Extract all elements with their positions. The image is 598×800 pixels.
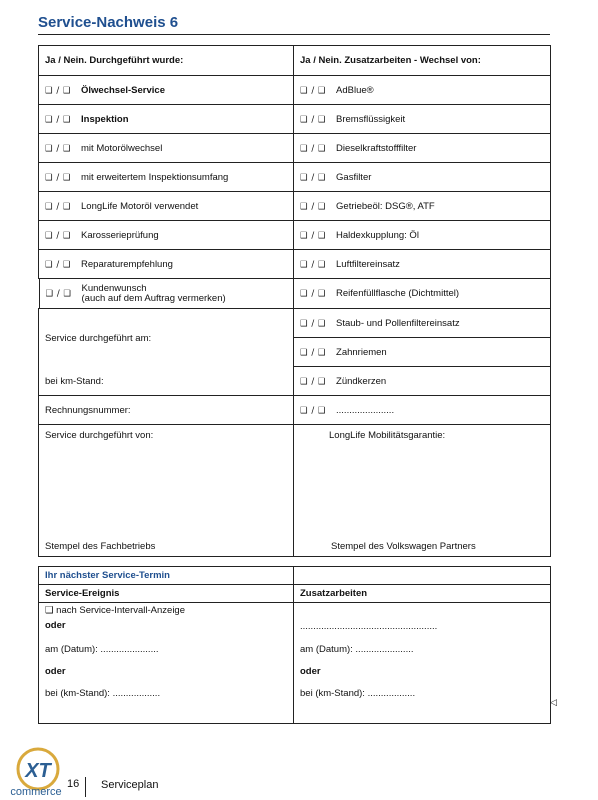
workshop-stamp-label: Stempel des Fachbetriebs (45, 541, 156, 552)
section-name: Serviceplan (101, 779, 159, 791)
checkbox-pair[interactable]: ❑ / ❑ (300, 172, 327, 183)
right-header: Ja / Nein. Zusatzarbeiten - Wechsel von: (294, 46, 551, 76)
additional-date-field[interactable]: am (Datum): ...................... (300, 644, 414, 655)
invoice-number-cell[interactable]: Rechnungsnummer: (39, 396, 294, 425)
checkbox-pair[interactable]: ❑ / ❑ (300, 259, 327, 270)
checkbox-pair[interactable]: ❑ / ❑ (45, 201, 72, 212)
item-zahnriemen[interactable]: ❑ / ❑ Zahnriemen (294, 338, 551, 367)
item-reifenfuellflasche[interactable]: ❑ / ❑ Reifenfüllflasche (Dichtmittel) (294, 279, 551, 309)
checkbox-pair[interactable]: ❑ / ❑ (300, 201, 327, 212)
continue-marker-icon: ◁ (550, 697, 557, 707)
checkbox-pair[interactable]: ❑ / ❑ (45, 172, 72, 183)
checkbox-pair[interactable]: ❑ / ❑ (300, 289, 327, 299)
logo-sub: commerce (10, 786, 62, 797)
item-kundenwunsch[interactable]: ❑ / ❑ Kundenwunsch (auch auf dem Auftrag vermerken) (39, 279, 294, 308)
item-haldex[interactable]: ❑ / ❑ Haldexkupplung: Öl (294, 221, 551, 250)
checkbox-pair[interactable]: ❑ / ❑ (300, 230, 327, 241)
checkbox-pair[interactable]: ❑ / ❑ (300, 114, 327, 125)
service-record-table (38, 45, 551, 557)
oder-label: oder (45, 666, 66, 677)
checkbox-pair[interactable]: ❑ / ❑ (45, 288, 72, 299)
checkbox-pair[interactable]: ❑ / ❑ (45, 85, 72, 96)
item-pollenfilter[interactable]: ❑ / ❑ Staub- und Pollenfiltereinsatz (294, 309, 551, 338)
item-reparatur[interactable]: ❑ / ❑ Reparaturempfehlung (39, 250, 294, 279)
partner-stamp-cell[interactable] (294, 425, 551, 557)
item-custom[interactable]: ❑ / ❑ ...................... (294, 396, 551, 425)
xtcommerce-logo (8, 745, 68, 797)
next-service-table (38, 566, 551, 724)
item-karosserie[interactable]: ❑ / ❑ Karosserieprüfung (39, 221, 294, 250)
item-erweitert[interactable]: ❑ / ❑ mit erweitertem Inspektionsumfang (39, 163, 294, 192)
interval-option[interactable]: ❑ nach Service-Intervall-Anzeige (45, 605, 185, 616)
left-header: Ja / Nein. Durchgeführt wurde: (39, 46, 294, 76)
checkbox-pair[interactable]: ❑ / ❑ (45, 143, 72, 154)
checkbox-pair[interactable]: ❑ / ❑ (300, 376, 327, 387)
additional-work-cell[interactable] (294, 603, 551, 724)
mobility-guarantee-label: LongLife Mobilitätsgarantie: (329, 430, 446, 441)
additional-km-field[interactable]: bei (km-Stand): .................. (300, 688, 416, 699)
checkbox-pair[interactable]: ❑ / ❑ (300, 143, 327, 154)
item-longlife[interactable]: ❑ / ❑ LongLife Motoröl verwendet (39, 192, 294, 221)
item-dieselfilter[interactable]: ❑ / ❑ Dieselkraftstofffilter (294, 134, 551, 163)
page-title: Service-Nachweis 6 (38, 14, 179, 31)
oder-label: oder (45, 620, 66, 631)
next-km-field[interactable]: bei (km-Stand): .................. (45, 688, 161, 699)
item-gasfilter[interactable]: ❑ / ❑ Gasfilter (294, 163, 551, 192)
item-motoroelwechsel[interactable]: ❑ / ❑ mit Motorölwechsel (39, 134, 294, 163)
additional-work-header: Zusatzarbeiten (294, 585, 551, 603)
checkbox-pair[interactable]: ❑ / ❑ (300, 405, 327, 416)
item-inspektion[interactable]: ❑ / ❑ Inspektion (39, 105, 294, 134)
service-event-header: Service-Ereignis (39, 585, 294, 603)
item-oelwechsel[interactable]: ❑ / ❑ Ölwechsel-Service (39, 76, 294, 105)
logo-mark: XT (25, 760, 51, 782)
oder-label: oder (300, 666, 321, 677)
page-number: 16 (67, 778, 80, 790)
item-bremsfluessigkeit[interactable]: ❑ / ❑ Bremsflüssigkeit (294, 105, 551, 134)
checkbox-pair[interactable]: ❑ / ❑ (45, 259, 72, 270)
checkbox-pair[interactable]: ❑ / ❑ (300, 347, 327, 358)
additional-work-field[interactable]: .................................................... (300, 621, 438, 632)
checkbox-pair[interactable]: ❑ / ❑ (300, 318, 327, 329)
footer-divider (85, 777, 86, 797)
title-divider (38, 34, 550, 35)
checkbox-pair[interactable]: ❑ / ❑ (300, 85, 327, 96)
service-date-km-cell[interactable] (39, 309, 294, 396)
km-stand-label: bei km-Stand: (45, 376, 104, 387)
service-event-cell[interactable] (39, 603, 294, 724)
partner-stamp-label: Stempel des Volkswagen Partners (331, 541, 476, 552)
workshop-stamp-cell[interactable] (39, 425, 294, 557)
checkbox-pair[interactable]: ❑ / ❑ (45, 230, 72, 241)
checkbox-pair[interactable]: ❑ / ❑ (45, 114, 72, 125)
item-adblue[interactable]: ❑ / ❑ AdBlue® (294, 76, 551, 105)
service-by-label: Service durchgeführt von: (45, 430, 154, 441)
item-getriebeoel[interactable]: ❑ / ❑ Getriebeöl: DSG®, ATF (294, 192, 551, 221)
next-service-title: Ihr nächster Service-Termin (39, 567, 294, 585)
item-luftfilter[interactable]: ❑ / ❑ Luftfiltereinsatz (294, 250, 551, 279)
service-date-label: Service durchgeführt am: (45, 333, 152, 344)
item-zuendkerzen[interactable]: ❑ / ❑ Zündkerzen (294, 367, 551, 396)
next-date-field[interactable]: am (Datum): ...................... (45, 644, 159, 655)
